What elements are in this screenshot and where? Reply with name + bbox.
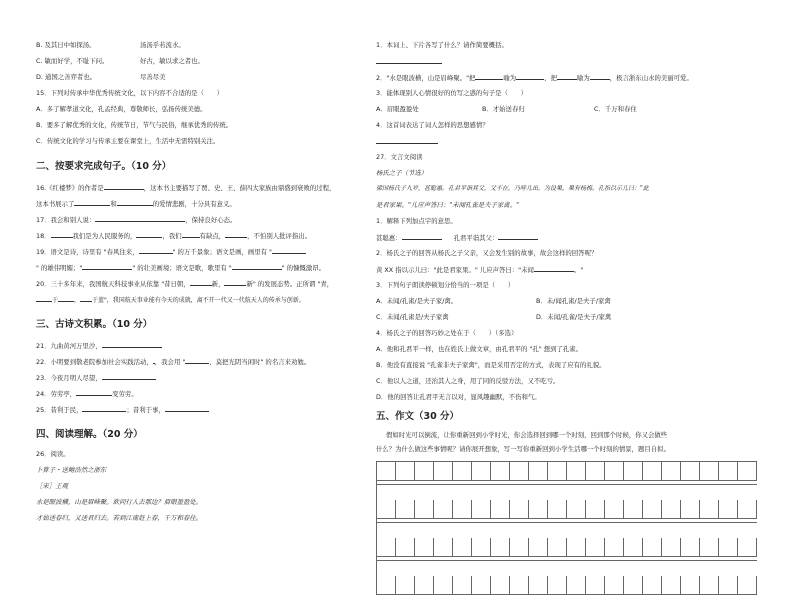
answer-blank[interactable]: [376, 57, 442, 64]
writing-cell[interactable]: [529, 462, 548, 481]
writing-cell[interactable]: [453, 500, 472, 519]
writing-cell[interactable]: [510, 462, 529, 481]
writing-cell[interactable]: [567, 462, 586, 481]
essay-prompt-line-1: 假如时光可以倒流，让你重新回到小学时光，你会选择回到哪一个时刻，回到那个时候，你又会做些: [386, 431, 668, 439]
writing-cell[interactable]: [719, 462, 738, 481]
answer-blank[interactable]: [80, 295, 92, 302]
q22-text: ，莫把光阴当闲时" 的名言来劝勉。: [209, 358, 311, 366]
writing-cell[interactable]: [624, 538, 643, 557]
writing-cell[interactable]: [738, 576, 757, 595]
answer-blank[interactable]: [136, 231, 162, 238]
answer-blank[interactable]: [58, 295, 74, 302]
r-q3-options: [376, 105, 637, 113]
writing-cell[interactable]: [605, 538, 624, 557]
q2-text: 喻为: [576, 74, 590, 82]
writing-cell[interactable]: [453, 462, 472, 481]
writing-cell[interactable]: [662, 576, 681, 595]
writing-cell[interactable]: [548, 462, 567, 481]
writing-cell[interactable]: [548, 538, 567, 557]
writing-cell[interactable]: [605, 576, 624, 595]
writing-cell[interactable]: [434, 538, 453, 557]
writing-cell[interactable]: [624, 462, 643, 481]
q24-line: [36, 389, 138, 398]
writing-cell[interactable]: [472, 538, 491, 557]
q21-text: 21．九曲黄河万里沙，: [36, 342, 102, 350]
r-s4-option-c: C．他以人之道，还治其人之身，用了同的反驳方法，又不吃亏。: [376, 377, 560, 385]
answer-blank[interactable]: [76, 389, 112, 396]
writing-cell[interactable]: [396, 576, 415, 595]
q16-text: 16.《红楼梦》的作者是: [36, 184, 104, 192]
writing-cell[interactable]: [491, 500, 510, 519]
writing-cell[interactable]: [567, 576, 586, 595]
answer-blank[interactable]: [102, 341, 162, 348]
option-c: C．未闻/孔雀是/夫子家禽: [376, 313, 449, 321]
q20-text: 新" 的发展态势。正所谓 "青，: [246, 280, 334, 288]
q15-option-a: A．多了解孝道文化，孔孟经典，尊敬师长，弘扬传统美德。: [36, 105, 207, 113]
row-spacer: [377, 557, 757, 561]
writing-cell[interactable]: [586, 462, 605, 481]
writing-cell[interactable]: [510, 500, 529, 519]
q24-text: 变劳劳。: [112, 390, 138, 398]
writing-cell[interactable]: [491, 576, 510, 595]
writing-cell[interactable]: [377, 462, 396, 481]
writing-cell[interactable]: [662, 500, 681, 519]
writing-cell[interactable]: [624, 500, 643, 519]
writing-cell[interactable]: [472, 462, 491, 481]
r-q1: 1．本词上、下片各写了什么？请作简要概括。: [376, 41, 508, 49]
option-text: C. 敏而好学，不耻下问。: [36, 57, 109, 65]
q16-text: 这本书展示了: [36, 200, 75, 208]
writing-cell[interactable]: [643, 500, 662, 519]
writing-cell[interactable]: [434, 576, 453, 595]
answer-blank[interactable]: [376, 137, 438, 144]
s1-text: 甚聪惠：: [376, 234, 402, 242]
r-s1: 1．解释下列加点字的意思。: [376, 217, 457, 225]
answer-blank[interactable]: [51, 231, 73, 238]
q19-text: " 的万千景象；语文是画，画里有 ": [172, 248, 272, 256]
option-b: B．才始送春归: [482, 105, 525, 113]
writing-cell[interactable]: [681, 576, 700, 595]
answer-blank[interactable]: [225, 231, 247, 238]
q22-text: 22．小明要到敬老院参加社会实践活动，: [36, 358, 153, 366]
q17-text: 17．我会和别人说：: [36, 216, 96, 224]
r-s2: 2．杨氏之子的回答从杨氏之子父亲，又会发生别的故事，故会这样的回答呢？: [376, 249, 598, 257]
q20-text: 20．三十多年来，我国航天科技事业从依靠 "昔日朝，: [36, 280, 190, 288]
writing-cell[interactable]: [738, 538, 757, 557]
answer-blank[interactable]: [182, 231, 200, 238]
q19-text: 19．语文是诗，诗里有 "春风往来，: [36, 248, 139, 256]
writing-cell[interactable]: [434, 500, 453, 519]
q18-text: 我们是为人民服务的，: [72, 232, 137, 240]
writing-cell[interactable]: [472, 500, 491, 519]
section-4-title: 四、阅读理解。（20 分）: [36, 429, 143, 440]
q20-line-2: [36, 295, 305, 305]
writing-cell[interactable]: [700, 462, 719, 481]
q20-text: ，: [74, 297, 81, 304]
q16-text: 和: [110, 200, 117, 208]
answer-blank[interactable]: [104, 183, 144, 190]
poem-line-2: 才始送春归，又送君归去。若到江南赶上春，千万和春住。: [36, 514, 203, 522]
q19-line-2: [36, 263, 325, 272]
q19-text: ": [79, 264, 83, 272]
writing-cell[interactable]: [377, 576, 396, 595]
option-pair: 尽善尽美: [140, 73, 166, 81]
answer-blank[interactable]: [516, 73, 544, 80]
writing-cell[interactable]: [681, 462, 700, 481]
s2-text: 。": [573, 266, 584, 274]
r-q4: 4．这首词表达了词人怎样的思想感情？: [376, 121, 489, 129]
r-q4-answer-line: [376, 137, 438, 146]
r-s1-blanks: [376, 233, 538, 242]
writing-cell[interactable]: [586, 576, 605, 595]
r-q2: [376, 73, 693, 82]
answer-blank[interactable]: [402, 233, 442, 240]
r-s4-option-a: A．他和孔君平一样，也在姓氏上做文章，由孔君平的 "孔" 想到了孔雀。: [376, 345, 583, 353]
q19-text: " 的雄伟明媚；: [36, 264, 80, 272]
essay-writing-grid[interactable]: [376, 461, 757, 595]
q17-text: ，保持良好心态。: [185, 216, 237, 224]
writing-cell[interactable]: [529, 500, 548, 519]
writing-cell[interactable]: [605, 500, 624, 519]
q2-text: ，极言浙东山水的美丽可爱。: [609, 74, 693, 82]
writing-cell[interactable]: [719, 576, 738, 595]
q2-text: 2．"水是眼波横，山是眉峰聚。"把: [376, 74, 476, 82]
q25-text: ；昔利于事，: [126, 406, 165, 414]
writing-cell[interactable]: [548, 500, 567, 519]
q14-option-c: [36, 57, 204, 65]
writing-cell[interactable]: [700, 576, 719, 595]
wenyan-line-2: 是君家果。"儿应声答曰："未闻孔雀是夫子家禽。": [376, 201, 520, 209]
writing-cell[interactable]: [662, 462, 681, 481]
option-pair: 好古，敏以求之者也。: [140, 57, 204, 65]
poem-author: ［宋］王观: [36, 482, 68, 490]
section-3-title: 三、古诗文积累。（10 分）: [36, 319, 153, 330]
q18-text: ，我们: [162, 232, 182, 240]
wenyan-title: 杨氏之子（节选）: [376, 169, 428, 177]
q26-label: 26．阅读。: [36, 450, 70, 458]
writing-cell[interactable]: [434, 462, 453, 481]
writing-cell[interactable]: [567, 538, 586, 557]
writing-cell[interactable]: [510, 538, 529, 557]
option-text: B. 及其日中如探汤。: [36, 41, 96, 49]
writing-cell[interactable]: [605, 462, 624, 481]
answer-blank[interactable]: [139, 247, 173, 254]
writing-cell[interactable]: [719, 538, 738, 557]
writing-cell[interactable]: [624, 576, 643, 595]
q16-text: ，这本书主要描写了贾、史、王、薛四大家族由鼎盛到衰败的过程，: [143, 184, 336, 192]
writing-cell[interactable]: [415, 538, 434, 557]
s2-text: 黄 XX 指以示儿曰："此是君家果。" 儿应声答曰："未闻: [376, 266, 534, 274]
option-a: A．未闻/孔雀/是夫子家/禽。: [376, 297, 458, 305]
writing-cell[interactable]: [396, 462, 415, 481]
q20-text: 于: [52, 297, 59, 304]
answer-blank[interactable]: [498, 233, 538, 240]
essay-prompt-line-2: 什么？为什么做这些事情呢？请你展开想象，写一写你重新回到小学生活哪一个时刻的情景，题目自拟。: [376, 445, 670, 453]
writing-cell[interactable]: [643, 576, 662, 595]
writing-cell[interactable]: [491, 538, 510, 557]
section-2-title: 二、按要求完成句子。（10 分）: [36, 161, 172, 172]
writing-cell[interactable]: [548, 576, 567, 595]
q16-text: 的爱情悲剧，十分具有意义。: [152, 200, 236, 208]
r-q27: 27．文言文阅读: [376, 153, 423, 161]
writing-cell[interactable]: [377, 500, 396, 519]
r-s3: 3．下列句子朗读停顿划分恰当的一项是（ ）: [376, 281, 515, 289]
writing-cell[interactable]: [681, 538, 700, 557]
r-s3-row-1: [376, 297, 611, 305]
r-q3: 3．能体现别人心情很好的仿写之惑的句子是（ ）: [376, 89, 528, 97]
r-s4-option-d: D．他的回答让孔君平无言以对，显风趣幽默，不伤和气。: [376, 393, 541, 401]
writing-cell[interactable]: [377, 538, 396, 557]
writing-cell[interactable]: [396, 538, 415, 557]
option-b: B．未/闻孔雀/是夫子/家禽: [536, 297, 611, 305]
writing-cell[interactable]: [700, 500, 719, 519]
option-a: A．眉眼盈盈处: [376, 105, 419, 113]
poem-line-1: 水是眼波横，山是眉峰聚。欲问行人去那边？眉眼盈盈处。: [36, 498, 203, 506]
option-text: D. 通国之善弈者也。: [36, 73, 97, 81]
q25-text: 25．昔利于民，: [36, 406, 83, 414]
writing-cell[interactable]: [719, 500, 738, 519]
poem-title: 卜算子・送鲍浩然之浙东: [36, 466, 107, 474]
q16-line-2: [36, 199, 236, 208]
q19-text: " 的壮美画境；语文是歌，歌里有 ": [132, 264, 232, 272]
answer-blank[interactable]: [232, 263, 282, 270]
q15-option-c: C．传统文化的学习与传承主要在课堂上，生活中无需特别关注。: [36, 137, 220, 145]
r-s2-blank: [376, 265, 583, 274]
writing-cell[interactable]: [586, 500, 605, 519]
writing-cell[interactable]: [567, 500, 586, 519]
r-s4-option-b: B．他没有直接说 "孔雀非夫子家禽"，而是采用否定的方式，表现了应有的礼貌。: [376, 361, 606, 369]
q20-text: 于蓝"，我国航天事业能有今天的成就，离不开一代又一代航天人的传承与创新。: [92, 297, 305, 304]
q15-stem: 15．下列对传承中华优秀传统文化，以下内容不合适的是（ ）: [36, 89, 224, 97]
answer-blank[interactable]: [165, 405, 209, 412]
section-5-title: 五、作文（30 分）: [376, 411, 460, 422]
writing-cell[interactable]: [453, 576, 472, 595]
answer-blank[interactable]: [272, 247, 306, 254]
row-spacer: [377, 481, 757, 485]
answer-blank[interactable]: [74, 199, 110, 206]
option-d: D．未闻/孔雀/是夫子/家禽: [536, 313, 612, 321]
q21-line: [36, 341, 162, 350]
answer-blank[interactable]: [190, 279, 212, 286]
writing-cell[interactable]: [586, 538, 605, 557]
writing-cell[interactable]: [396, 500, 415, 519]
writing-cell[interactable]: [529, 538, 548, 557]
q2-text: 喻为: [503, 74, 517, 82]
answer-blank[interactable]: [557, 73, 577, 80]
writing-cell[interactable]: [472, 576, 491, 595]
answer-blank[interactable]: [82, 405, 126, 412]
q24-text: 24．劳劳亭，: [36, 390, 77, 398]
q19-text: " 的慷慨激昂。: [281, 264, 326, 272]
writing-cell[interactable]: [643, 538, 662, 557]
answer-blank[interactable]: [534, 265, 574, 272]
option-pair: 汤汤乎若流水。: [140, 41, 185, 49]
q14-option-d: [36, 73, 166, 81]
writing-cell[interactable]: [415, 576, 434, 595]
row-spacer: [377, 519, 757, 523]
q20-line-1: [36, 279, 333, 288]
wenyan-line-1: 梁国杨氏子九岁，甚聪惠。孔君平诣其父，父不在，乃呼儿出。为设果，果有杨梅。孔指以示儿曰："此: [376, 185, 649, 192]
q16-line-1: [36, 183, 335, 192]
answer-blank[interactable]: [36, 295, 52, 302]
writing-cell[interactable]: [453, 538, 472, 557]
writing-cell[interactable]: [415, 500, 434, 519]
answer-blank[interactable]: [117, 199, 153, 206]
writing-cell[interactable]: [738, 500, 757, 519]
writing-cell[interactable]: [491, 462, 510, 481]
q23-text: 23．今夜月明人尽望，: [36, 374, 102, 382]
writing-cell[interactable]: [662, 538, 681, 557]
option-c: C．千万和春住: [594, 105, 637, 113]
answer-blank[interactable]: [95, 215, 185, 222]
writing-cell[interactable]: [643, 462, 662, 481]
answer-blank[interactable]: [82, 263, 132, 270]
q14-option-b: [36, 41, 185, 49]
writing-cell[interactable]: [738, 462, 757, 481]
writing-cell[interactable]: [529, 576, 548, 595]
writing-cell[interactable]: [510, 576, 529, 595]
writing-cell[interactable]: [415, 462, 434, 481]
q18-line: [36, 231, 311, 240]
q20-text: 新，: [211, 280, 225, 288]
q23-line: [36, 373, 156, 382]
q22-line: [36, 357, 310, 366]
q17-line: [36, 215, 236, 224]
writing-cell[interactable]: [700, 538, 719, 557]
s1-text: 孔君平诣其父：: [453, 234, 499, 242]
q2-text: ，把: [544, 74, 557, 82]
q25-line: [36, 405, 209, 414]
answer-blank[interactable]: [224, 279, 246, 286]
q15-option-b: B．要多了解优秀的文化，传统节日，节气与民俗，继承优秀的传统。: [36, 121, 233, 129]
writing-cell[interactable]: [681, 500, 700, 519]
answer-blank[interactable]: [475, 73, 503, 80]
q18-text: 有缺点，: [199, 232, 226, 240]
answer-blank[interactable]: [102, 373, 156, 380]
q22-text: ，我会用 ": [154, 358, 186, 366]
r-s4: 4．杨氏之子的回答巧妙之处在于（ ）（多选）: [376, 329, 518, 337]
q18-text: 18．: [36, 232, 51, 240]
answer-blank[interactable]: [185, 357, 209, 364]
q18-text: ，不怕别人批评指出。: [247, 232, 312, 240]
q19-line-1: [36, 247, 306, 256]
r-q1-answer-line: [376, 57, 442, 66]
r-s3-row-2: [376, 313, 612, 321]
answer-blank[interactable]: [590, 73, 610, 80]
